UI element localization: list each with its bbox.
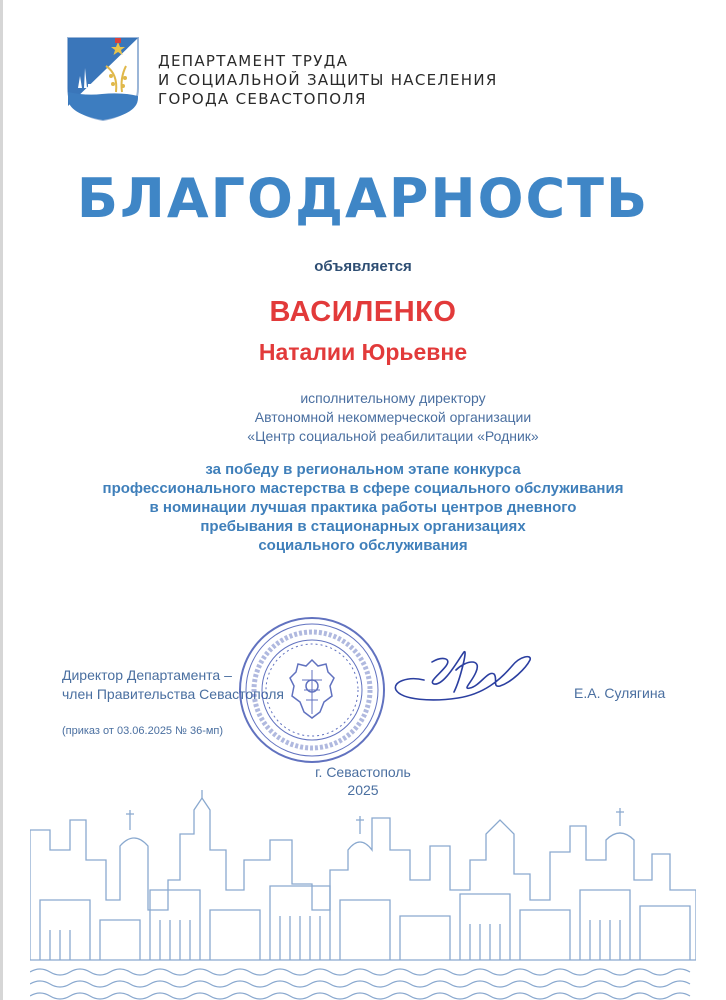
reason-line: пребывания в стационарных организациях bbox=[200, 518, 526, 535]
position-line: «Центр социальной реабилитации «Родник» bbox=[247, 428, 539, 444]
handwritten-signature bbox=[388, 640, 538, 710]
department-line: ДЕПАРТАМЕНТ ТРУДА bbox=[158, 52, 349, 70]
certificate-title: БЛАГОДАРНОСТЬ bbox=[76, 167, 650, 230]
position-line: Автономной некоммерческой организации bbox=[254, 409, 532, 425]
announced-text: объявляется bbox=[314, 258, 412, 275]
sevastopol-coat-of-arms-icon bbox=[66, 36, 140, 122]
reason-line: профессионального мастерства в сфере социального обслуживания bbox=[102, 480, 624, 497]
position-line: исполнительному директору bbox=[300, 390, 486, 406]
role-line: член Правительства Севастополя bbox=[62, 686, 284, 702]
role-line: Директор Департамента – bbox=[62, 667, 232, 683]
signatory-name: Е.А. Сулягина bbox=[574, 685, 666, 701]
order-reference: (приказ от 03.06.2025 № 36-мп) bbox=[62, 725, 224, 737]
reason-line: в номинации лучшая практика работы центров дневного bbox=[149, 499, 577, 516]
department-name bbox=[158, 52, 498, 109]
city: г. Севастополь bbox=[315, 764, 411, 780]
recipient-given-names: Наталии Юрьевне bbox=[258, 339, 468, 365]
department-line: И СОЦИАЛЬНОЙ ЗАЩИТЫ НАСЕЛЕНИЯ bbox=[158, 71, 498, 89]
reason-line: за победу в региональном этапе конкурса bbox=[205, 461, 521, 478]
recipient-surname: ВАСИЛЕНКО bbox=[269, 296, 457, 328]
city-skyline-illustration bbox=[30, 790, 696, 1000]
official-stamp-icon bbox=[236, 614, 388, 766]
award-reason bbox=[0, 460, 726, 555]
recipient-position bbox=[30, 389, 726, 446]
department-line: ГОРОДА СЕВАСТОПОЛЯ bbox=[158, 90, 367, 108]
year: 2025 bbox=[347, 782, 379, 798]
reason-line: социального обслуживания bbox=[258, 537, 468, 554]
